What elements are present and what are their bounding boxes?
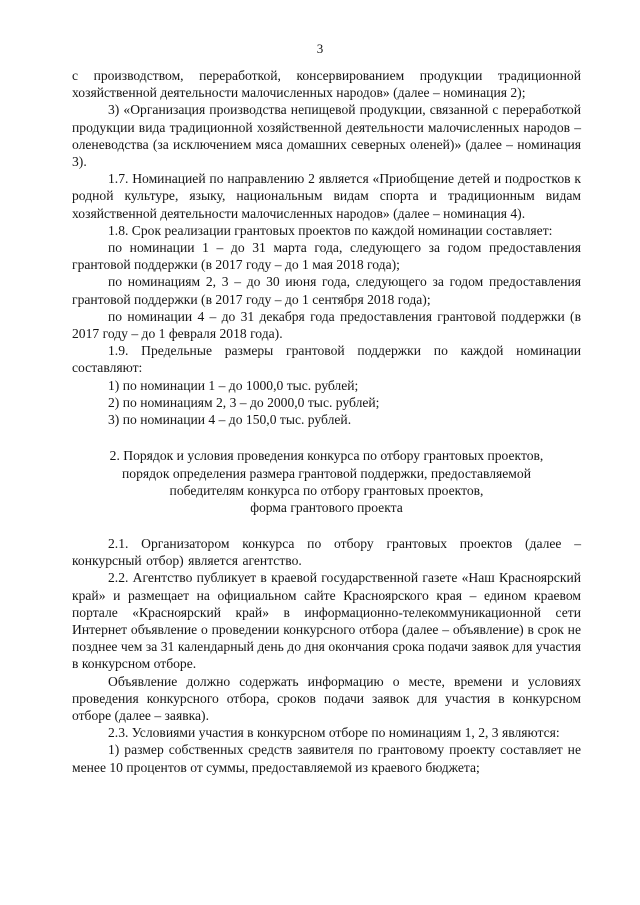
- section-heading: [72, 447, 581, 517]
- paragraph: по номинации 1 – до 31 марта года, следующего за годом предоставления грантовой поддержки (в 2017 году – до 1 мая 2018 года);: [72, 240, 581, 273]
- paragraph: 1.9. Предельные размеры грантовой поддержки по каждой номинации составляют:: [72, 343, 581, 376]
- paragraph: 2.3. Условиями участия в конкурсном отборе по номинациям 1, 2, 3 являются:: [108, 725, 560, 741]
- page-number: 3: [316, 41, 324, 56]
- paragraph: Объявление должно содержать информацию о месте, времени и условиях проведения конкурсного отбора, сроков подачи заявок для участия в конкурсном отборе (далее – заявка).: [72, 673, 581, 723]
- paragraph: 2.2. Агентство публикует в краевой государственной газете «Наш Красноярский край» и размещает на официальном сайте Красноярского края – едином краевом портале «Красноярский край» в информационно-телекоммуникационной сети Интернет объявление о проведении конкурсного отбора (далее – объявление) в срок не позднее чем за 31 календарный день до дня окончания срока подачи заявок для участия в конкурсном отборе.: [72, 570, 581, 672]
- list-item: 3) по номинации 4 – до 150,0 тыс. рублей.: [108, 412, 352, 428]
- paragraph: с производством, переработкой, консервированием продукции традиционной хозяйственной деятельности малочисленных народов» (далее – номинация 2);: [72, 68, 581, 101]
- document-body: [72, 67, 581, 776]
- paragraph: 1.7. Номинацией по направлению 2 является «Приобщение детей и подростков к родной культуре, языку, национальным видам спорта и традиционным видам хозяйственной деятельности малочисленных народов» (далее – номинация 4).: [72, 171, 581, 221]
- heading-line: порядок определения размера грантовой поддержки, предоставляемой: [122, 465, 531, 481]
- list-item: 1) по номинации 1 – до 1000,0 тыс. рублей;: [108, 377, 359, 393]
- paragraph: по номинации 4 – до 31 декабря года предоставления грантовой поддержки (в 2017 году – до 1 февраля 2018 года).: [72, 308, 581, 342]
- heading-line: 2. Порядок и условия проведения конкурса по отбору грантовых проектов,: [109, 448, 544, 464]
- list-item: 2) по номинациям 2, 3 – до 2000,0 тыс. рублей;: [108, 394, 380, 410]
- paragraph: 1) размер собственных средств заявителя по грантовому проекту составляет не менее 10 процентов от суммы, предоставляемой из краевого бюджета;: [72, 742, 581, 775]
- paragraph: по номинациям 2, 3 – до 30 июня года, следующего за годом предоставления грантовой поддержки (в 2017 году – до 1 сентября 2018 года);: [72, 274, 581, 307]
- paragraph: 3) «Организация производства непищевой продукции, связанной с переработкой продукции вида традиционной хозяйственной деятельности малочисленных народов – оленеводства (за исключением мяса домашних северных оленей)» (далее – номинация 3).: [72, 102, 581, 170]
- heading-line: форма грантового проекта: [250, 500, 403, 516]
- heading-line: победителям конкурса по отбору грантовых проектов,: [169, 483, 484, 499]
- paragraph: 2.1. Организатором конкурса по отбору грантовых проектов (далее – конкурсный отбор) является агентство.: [72, 535, 581, 569]
- paragraph: 1.8. Срок реализации грантовых проектов по каждой номинации составляет:: [108, 222, 553, 238]
